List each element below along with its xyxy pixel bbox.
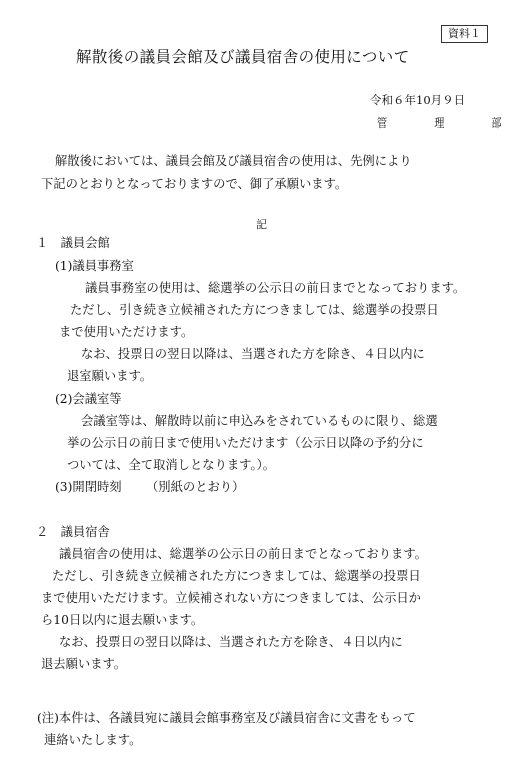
body-line: ら10日以内に退去願います。 bbox=[41, 613, 204, 627]
section1-heading: １ 議員会館 bbox=[36, 236, 110, 250]
body-line: なお、投票日の翌日以降は、当選された方を除き、４日以内に bbox=[59, 635, 403, 649]
subsection-note: （別紙のとおり） bbox=[146, 480, 245, 494]
footnote-line: (注)本件は、各議員宛に議員会館事務室及び議員宿舎に文書をもって bbox=[37, 711, 416, 725]
body-line: なお、投票日の翌日以降は、当選された方を除き、４日以内に bbox=[81, 347, 425, 361]
issuing-department: 管 理 部 bbox=[377, 116, 521, 130]
ki-marker: 記 bbox=[256, 218, 267, 231]
body-line: ついては、全て取消しとなります。）。 bbox=[67, 458, 276, 472]
body-line: 議員事務室の使用は、総選挙の公示日の前日までとなっております。 bbox=[85, 281, 466, 295]
intro-line: 下記のとおりとなっておりますので、御了承願います。 bbox=[41, 177, 348, 191]
footnote-line: 連絡いたします。 bbox=[44, 733, 142, 747]
body-line: 会議室等は、解散時以前に申込みをされているものに限り、総選 bbox=[81, 414, 438, 428]
body-line: 議員宿舎の使用は、総選挙の公示日の前日までとなっております。 bbox=[59, 547, 427, 561]
body-line: ただし、引き続き立候補された方につきましては、総選挙の投票日 bbox=[70, 303, 439, 317]
subsection-heading: (1)議員事務室 bbox=[55, 259, 134, 273]
document-badge: 資料１ bbox=[441, 25, 488, 43]
intro-line: 解散後においては、議員会館及び議員宿舎の使用は、先例により bbox=[55, 154, 412, 168]
subsection-heading: (3)開閉時刻 bbox=[55, 480, 122, 494]
section2-heading: ２ 議員宿舎 bbox=[36, 525, 110, 539]
body-line: 退去願います。 bbox=[41, 657, 127, 671]
body-line: 挙の公示日の前日まで使用いただけます（公示日以降の予約分に bbox=[67, 436, 424, 450]
subsection-heading: (2)会議室等 bbox=[55, 392, 122, 406]
body-line: まで使用いただけます。 bbox=[59, 325, 194, 339]
body-line: ただし、引き続き立候補された方につきましては、総選挙の投票日 bbox=[52, 569, 421, 583]
body-line: まで使用いただけます。立候補されない方につきましては、公示日か bbox=[41, 591, 421, 605]
document-title: 解散後の議員会館及び議員宿舎の使用について bbox=[76, 48, 410, 66]
issue-date: 令和６年10月９日 bbox=[370, 93, 466, 107]
body-line: 退室願います。 bbox=[67, 369, 153, 383]
